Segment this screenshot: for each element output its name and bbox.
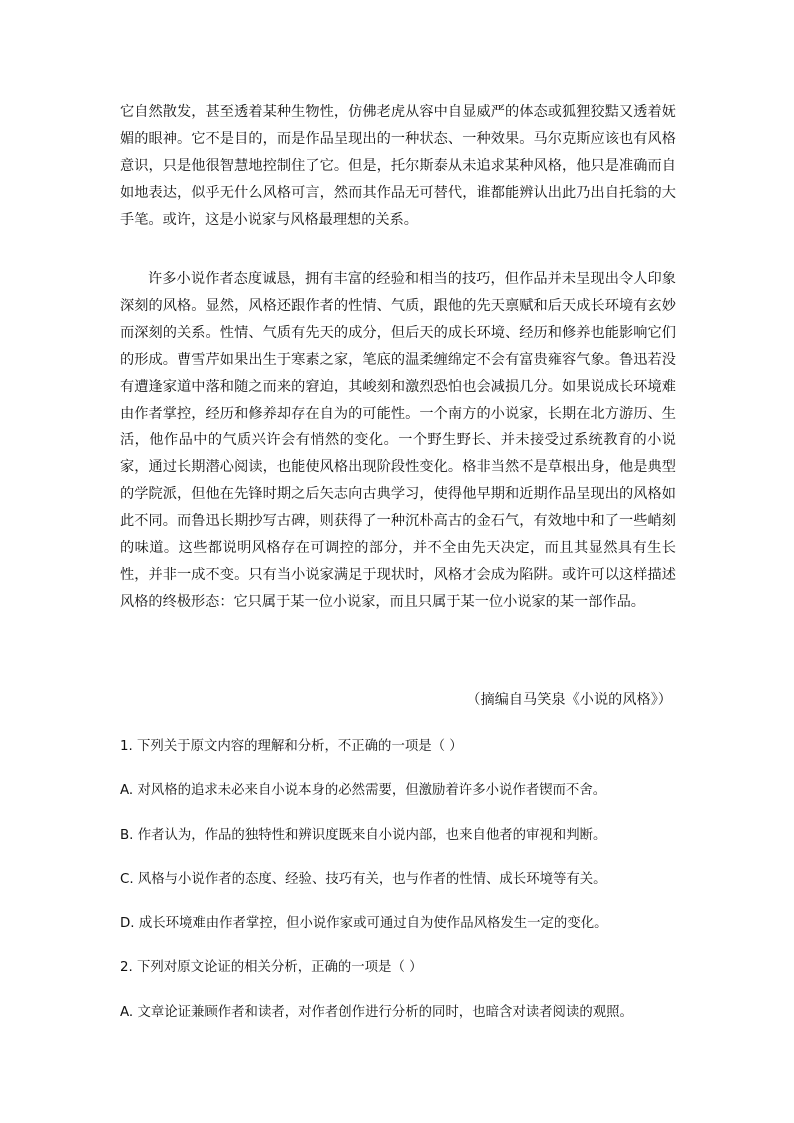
question-2-option-a: A. 文章论证兼顾作者和读者，对作者创作进行分析的同时，也暗含对读者阅读的观照。 <box>120 1005 633 1020</box>
question-1-option-c: C. 风格与小说作者的态度、经验、技巧有关，也与作者的性情、成长环境等有关。 <box>120 872 607 887</box>
passage-paragraph-2: 许多小说作者态度诚恳，拥有丰富的经验和相当的技巧，但作品并未呈现出令人印象深刻的风格。显然，风格还跟作者的性情、气质，跟他的先天禀赋和后天成长环境有玄妙而深刻的关系。性情、气质有先天的成分，但后天的成长环境、经历和修养也能影响它们的形成。曹雪芹如果出生于寒素之家，笔底的温柔缠绵定不会有富贵雍容气象。鲁迅若没有遭逢家道中落和随之而来的窘迫，其峻刻和激烈恐怕也会减损几分。如果说成长环境难由作者掌控，经历和修养却存在自为的可能性。一个南方的小说家，长期在北方游历、生活，他作品中的气质兴许会有悄然的变化。一个野生野长、并未接受过系统教育的小说家，通过长期潜心阅读，也能使风格出现阶段性变化。格非当然不是草根出身，他是典型的学院派，但他在先锋时期之后矢志向古典学习，使得他早期和近期作品呈现出的风格如此不同。而鲁迅长期抄写古碑，则获得了一种沉朴高古的金石气，有效地中和了一些峭刻的味道。这些都说明风格存在可调控的部分，并不全由先天决定，而且其显然具有生长性，并非一成不变。只有当小说家满足于现状时，风格才会成为陷阱。或许可以这样描述风格的终极形态：它只属于某一位小说家，而且只属于某一位小说家的某一部作品。 <box>120 271 676 610</box>
question-1-option-d: D. 成长环境难由作者掌控，但小说作家或可通过自为使作品风格发生一定的变化。 <box>120 916 608 931</box>
question-1-option-b: B. 作者认为，作品的独特性和辨识度既来自小说内部，也来自他者的审视和判断。 <box>120 828 607 843</box>
passage-paragraph-1: 它自然散发，甚至透着某种生物性，仿佛老虎从容中自显威严的体态或狐狸狡黠又透着妩媚的眼神。它不是目的，而是作品呈现出的一种状态、一种效果。马尔克斯应该也有风格意识，只是他很智慧地控制住了它。但是，托尔斯泰从未追求某种风格，他只是准确而自如地表达，似乎无什么风格可言，然而其作品无可替代，谁都能辨认出此乃出自托翁的大手笔。或许，这是小说家与风格最理想的关系。 <box>120 104 676 228</box>
question-1-stem: 1. 下列关于原文内容的理解和分析，不正确的一项是（ ） <box>120 739 463 754</box>
question-2-stem: 2. 下列对原文论证的相关分析，正确的一项是（ ） <box>120 960 423 975</box>
passage-source-citation: （摘编自马笑泉《小说的风格》） <box>466 692 672 708</box>
question-1-option-a: A. 对风格的追求未必来自小说本身的必然需要，但激励着许多小说作者锲而不舍。 <box>120 783 607 798</box>
